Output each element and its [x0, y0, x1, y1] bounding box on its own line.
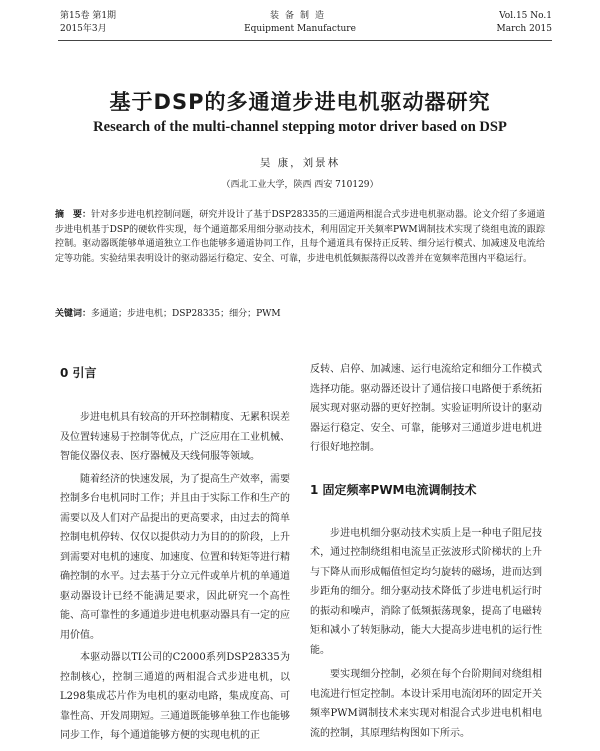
title-en: Research of the multi-channel stepping motor driver based on DSP: [93, 119, 507, 135]
section-0-paragraph-1: 步进电机具有较高的开环控制精度、无累积误差及位置转速易于控制等优点，广泛应用在工业机械、智能仪器仪表、医疗器械及天线伺服等领域。: [60, 412, 290, 462]
column-left: [60, 360, 290, 746]
issue-cn: 第15卷 第1期: [60, 11, 117, 21]
header-rule: [58, 40, 552, 41]
abstract-label: 摘 要：: [55, 210, 92, 220]
authors: 吴 康，刘景林: [259, 157, 341, 169]
section-0-paragraph-2: 随着经济的快速发展，为了提高生产效率，需要控制多台电机同时工作；并且由于实际工作和生产的需要以及人们对产品提出的更高要求，由过去的简单控制电机停转、仅仅以提供动力为目的的阶段，上升到需要对电机的速度、加速度、位置和转矩等进行精确控制的水平。过去基于分立元件或单片机的单通道驱动器设计已经不能满足要求，因此研究一个高性能、高可靠性的多通道步进电机驱动器具有一定的应用价值。: [60, 473, 290, 641]
date-cn: 2015年3月: [60, 24, 107, 34]
section-1-paragraph-2: 要实现细分控制，必须在每个台阶期间对绕组相电流进行恒定控制。本设计采用电流闭环的固定开关频率PWM调制技术来实现对相混合式步进电机相电流的控制，其原理结构图如下所示。: [310, 669, 542, 739]
section-1-heading: 1 固定频率PWM电流调制技术: [310, 482, 477, 497]
journal-en: Equipment Manufacture: [244, 24, 356, 34]
header-center: [200, 10, 400, 36]
section-0-paragraph-3-continued: 反转、启停、加减速、运行电流给定和细分工作模式选择功能。驱动器还设计了通信接口电路便于系统拓展实现对驱动器的更好控制。实验证明所设计的驱动器运行稳定、安全、可靠，能够对三通道步进电机进行很好地控制。: [310, 364, 542, 453]
header-left: [60, 10, 116, 36]
affiliation: （西北工业大学，陕西 西安 710129）: [221, 180, 379, 190]
section-1-paragraph-1: 步进电机细分驱动技术实质上是一种电子阻尼技术，通过控制绕组相电流呈正弦波形式阶梯状的上升与下降从而形成幅值恒定均匀旋转的磁场，进而达到步距角的细分。细分驱动技术降低了步进电机运行时的振动和噪声，消除了低频振荡现象，提高了电磁转矩和减小了转矩脉动，能大大提高步进电机的运行性能。: [310, 527, 542, 656]
header-right: [497, 10, 553, 36]
keywords-text: 多通道；步进电机；DSP28335；细分；PWM: [91, 309, 281, 319]
date-en: March 2015: [496, 24, 552, 34]
abstract-text: 针对多步进电机控制问题，研究并设计了基于DSP28335的三通道两相混合式步进电机驱动器。论文介绍了多通道步进电机基于DSP的硬软件实现，每个通道都采用细分驱动技术，利用固定开关频率PWM调制技术实现了绕组电流的跟踪控制。驱动器既能够单通道独立工作也能够多通道协同工作，且每个通道具有保持正反转、细分运行模式、加减速及电流给定等功能。实验结果表明设计的驱动器运行稳定、安全、可靠，步进电机低频振荡得以改善并在宽频率范围内平稳运行。: [55, 210, 545, 264]
journal-cn: 装备制造: [269, 11, 330, 21]
page-header: [0, 8, 600, 42]
keywords-label: 关键词：: [55, 309, 92, 319]
title-cn: 基于DSP的多通道步进电机驱动器研究: [109, 90, 491, 114]
column-right: [310, 360, 542, 743]
volume-en: Vol.15 No.1: [499, 11, 552, 21]
section-0-paragraph-3: 本驱动器以TI公司的C2000系列DSP28335为控制核心，控制三通道的两相混合式步进电机，以L298集成芯片作为电机的驱动电路，集成度高、可靠性高、开发周期短。三通道既能够单独工作也能够同步工作，每个通道能够方便的实现电机的正: [60, 652, 290, 741]
section-0-heading: 0 引言: [60, 366, 97, 380]
keywords: [55, 307, 545, 321]
abstract: [55, 208, 545, 266]
